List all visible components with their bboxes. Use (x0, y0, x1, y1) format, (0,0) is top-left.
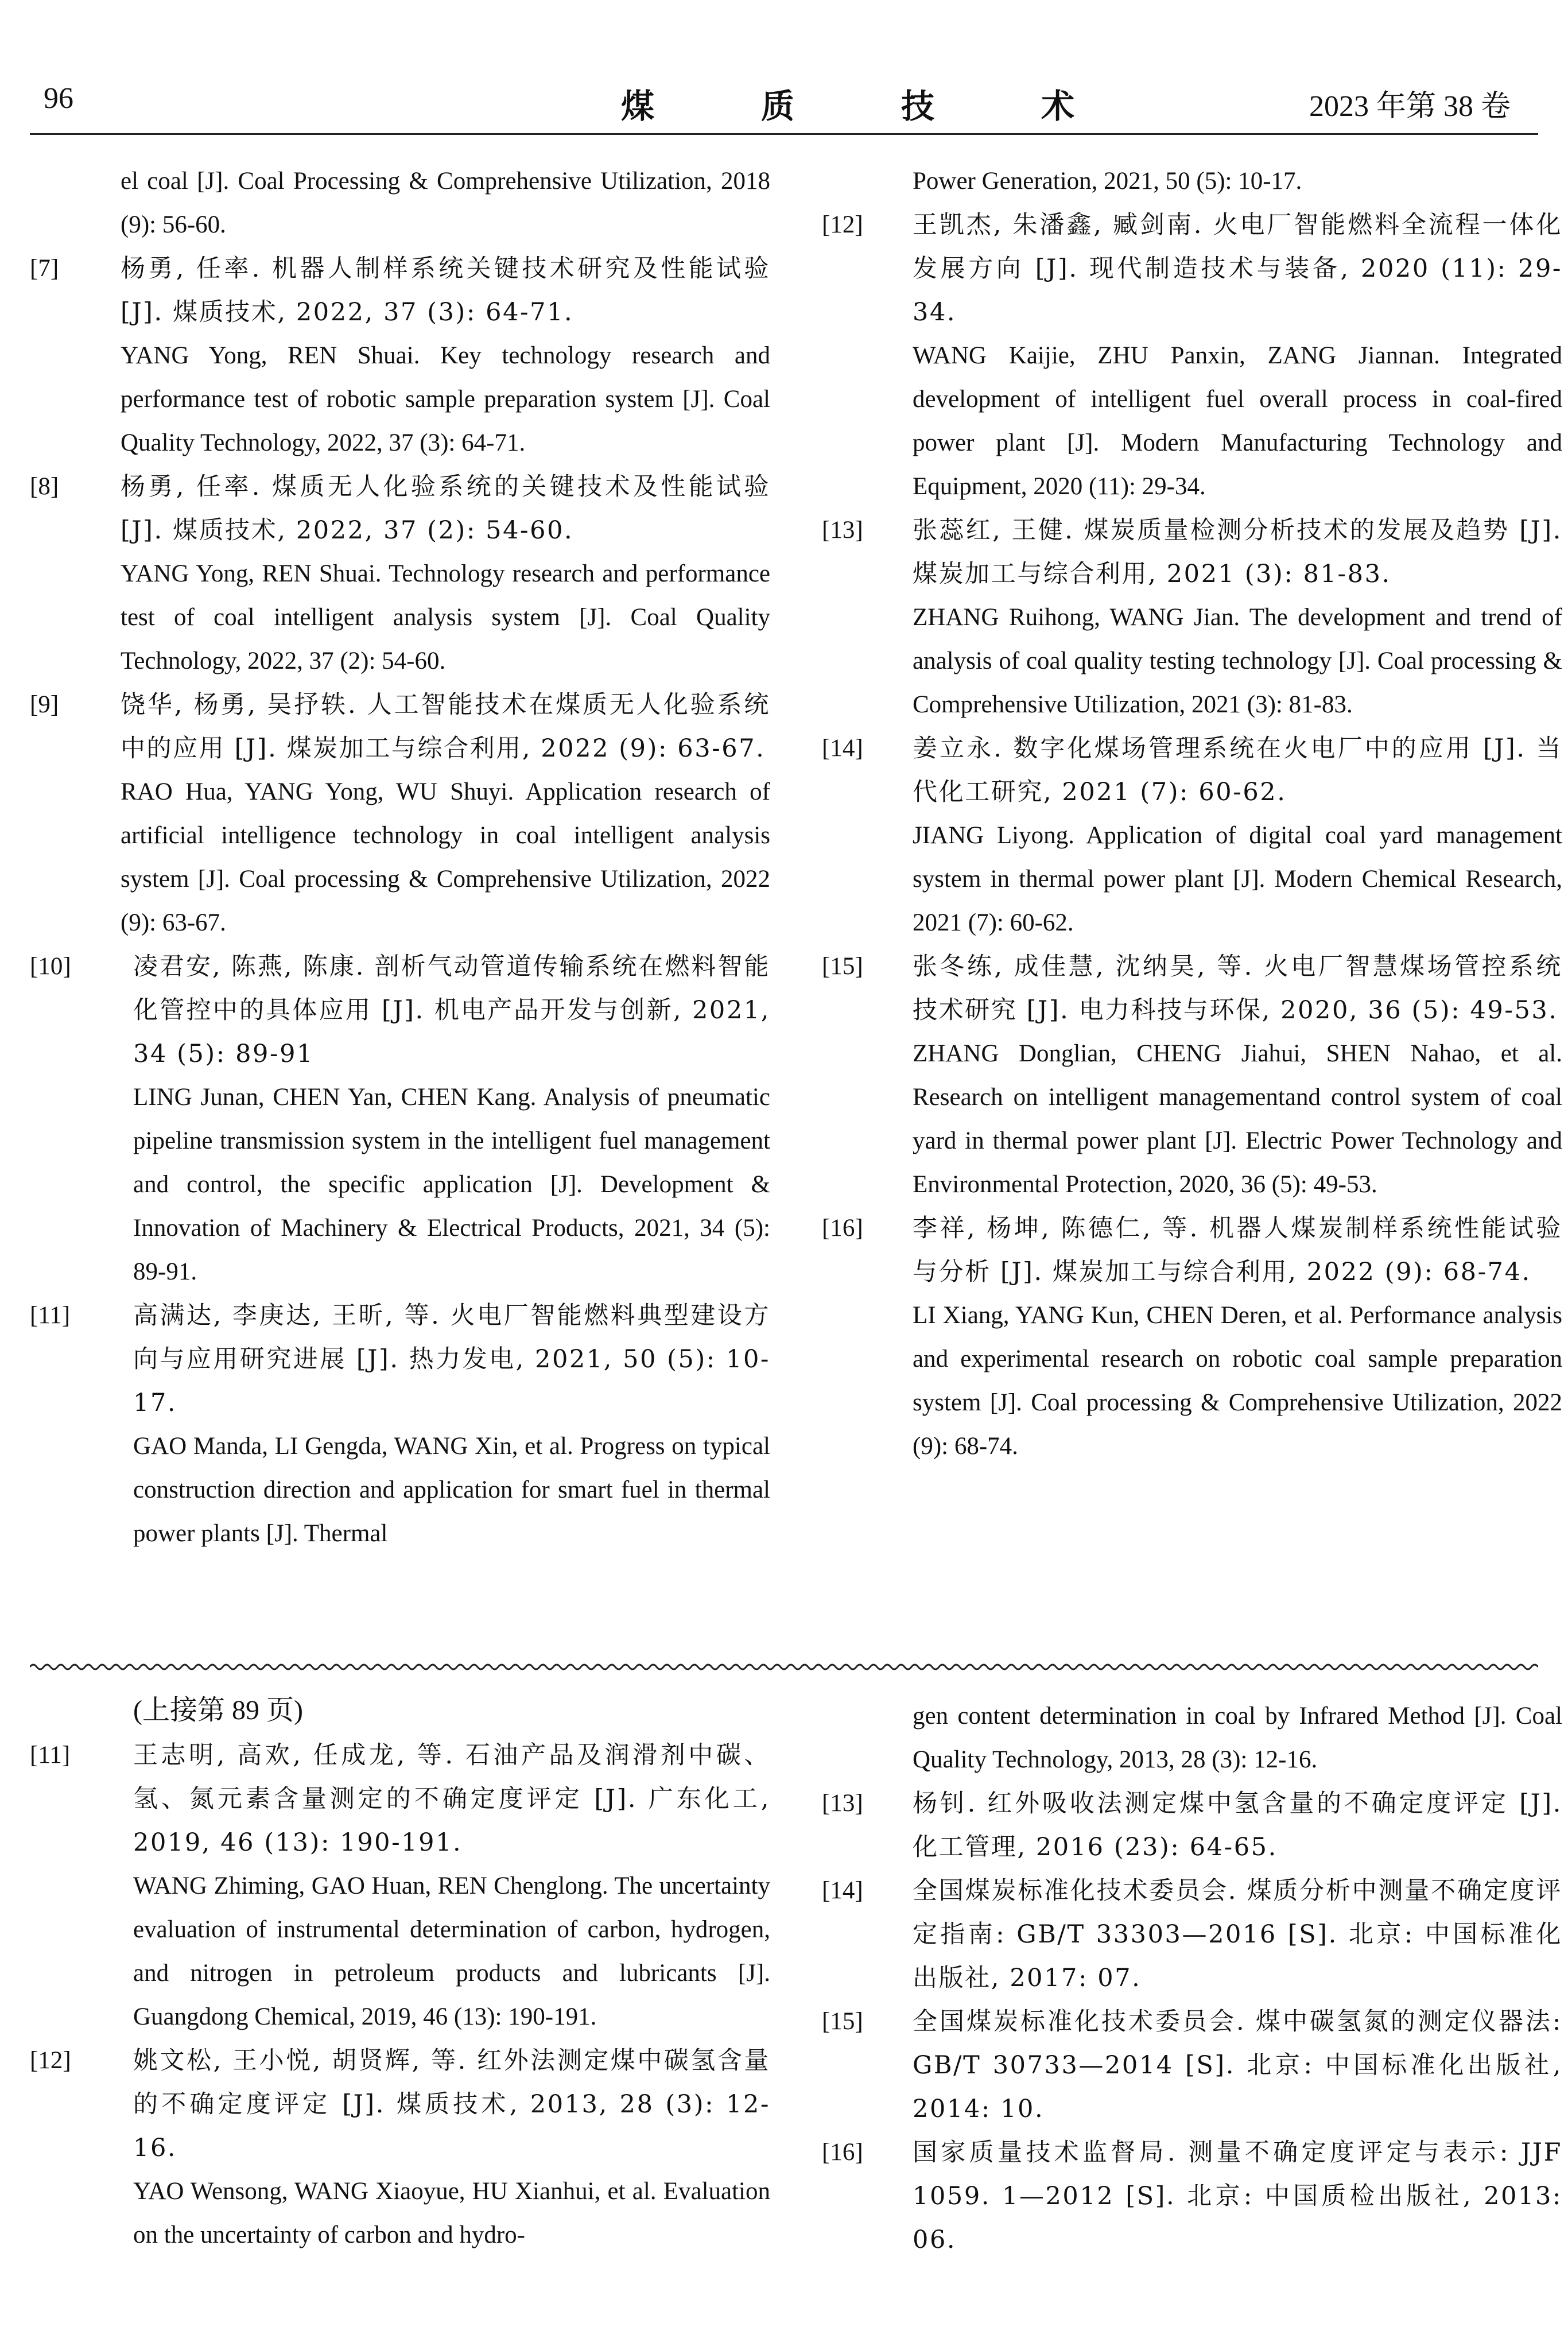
reference-zh: 凌君安, 陈燕, 陈康. 剖析气动管道传输系统在燃料智能化管控中的具体应用 [J]. 机电产品开发与创新, 2021, 34 (5): 89-91 (133, 952, 770, 1068)
reference-number: [12] (822, 211, 863, 238)
reference-item (822, 509, 1562, 727)
reference-number: [8] (30, 473, 59, 500)
reference-en: JIANG Liyong. Application of digital coal yard management system in thermal power plant [J]. Modern Chemical Research, 2021 (7): 60-62. (913, 822, 1562, 936)
journal-title (621, 79, 1075, 127)
reference-en: YANG Yong, REN Shuai. Technology research and performance test of coal intelligent analysis system [J]. Coal Quality Technology, 2022, 37 (2): 54-60. (121, 560, 770, 674)
reference-item (822, 1869, 1562, 2000)
header-rule (30, 133, 1538, 135)
continued-from-label: (上接第 89 页) (133, 1695, 303, 1725)
reference-number: [10] (30, 953, 71, 980)
journal-title-char: 技 (901, 87, 936, 126)
reference-number: [13] (822, 1790, 863, 1817)
reference-number: [11] (30, 1742, 71, 1769)
reference-zh: 张冬练, 成佳慧, 沈纳昊, 等. 火电厂智慧煤场管控系统技术研究 [J]. 电力科技与环保, 2020, 36 (5): 49-53. (913, 952, 1562, 1025)
reference-en: LING Junan, CHEN Yan, CHEN Kang. Analysis of pneumatic pipeline transmission system in the intelligent fuel management and control, the specific application [J]. Development & Innovation of Machinery & Electrical Products, 2021, 34 (5): 89-91. (133, 1084, 770, 1285)
reference-number: [16] (822, 1215, 863, 1242)
reference-en: RAO Hua, YANG Yong, WU Shuyi. Application research of artificial intelligence technology in coal intelligent analysis system [J]. Coal processing & Comprehensive Utilization, 2022 (9): 63-67. (121, 778, 770, 936)
reference-zh: 国家质量技术监督局. 测量不确定度评定与表示: JJF 1059. 1—2012 [S]. 北京: 中国质检出版社, 2013: 06. (913, 2138, 1562, 2254)
reference-item (822, 1782, 1562, 1869)
reference-zh: 姚文松, 王小悦, 胡贤辉, 等. 红外法测定煤中碳氢含量的不确定度评定 [J]. 煤质技术, 2013, 28 (3): 12-16. (133, 2046, 770, 2162)
reference-zh: 王凯杰, 朱潘鑫, 臧剑南. 火电厂智能燃料全流程一体化发展方向 [J]. 现代制造技术与装备, 2020 (11): 29-34. (913, 211, 1562, 327)
journal-title-char: 质 (761, 87, 795, 126)
reference-number: [16] (822, 2139, 863, 2166)
references-top-left (30, 160, 770, 1556)
reference-item (30, 247, 770, 465)
page-number: 96 (44, 82, 73, 115)
reference-en: YANG Yong, REN Shuai. Key technology research and performance test of robotic sample preparation system [J]. Coal Quality Technology, 2022, 37 (3): 64-71. (121, 342, 770, 456)
volume-label: 2023 年第 38 卷 (1309, 90, 1511, 123)
references-bottom-left (30, 1688, 770, 2257)
reference-item (822, 727, 1562, 945)
journal-title-char: 煤 (621, 87, 655, 126)
reference-number: [14] (822, 735, 863, 762)
reference-zh: 杨勇, 任率. 煤质无人化验系统的关键技术及性能试验 [J]. 煤质技术, 2022, 37 (2): 54-60. (121, 472, 770, 545)
reference-number: [12] (30, 2047, 71, 2074)
section-divider (30, 1661, 1538, 1673)
reference-zh: 杨钊. 红外吸收法测定煤中氢含量的不确定度评定 [J]. 化工管理, 2016 (23): 64-65. (913, 1789, 1562, 1862)
reference-item (30, 945, 770, 1294)
reference-item (30, 465, 770, 683)
reference-zh: 全国煤炭标准化技术委员会. 煤中碳氢氮的测定仪器法: GB/T 30733—2014 [S]. 北京: 中国标准化出版社, 2014: 10. (913, 2007, 1562, 2123)
reference-continuation: Power Generation, 2021, 50 (5): 10-17. (913, 168, 1302, 195)
running-header (30, 0, 1538, 133)
reference-zh: 张蕊红, 王健. 煤炭质量检测分析技术的发展及趋势 [J]. 煤炭加工与综合利用, 2021 (3): 81-83. (913, 516, 1562, 588)
reference-en: GAO Manda, LI Gengda, WANG Xin, et al. Progress on typical construction direction and application for smart fuel in thermal power plants [J]. Thermal (133, 1433, 770, 1547)
reference-zh: 姜立永. 数字化煤场管理系统在火电厂中的应用 [J]. 当代化工研究, 2021 (7): 60-62. (913, 734, 1562, 806)
reference-en: WANG Kaijie, ZHU Panxin, ZANG Jiannan. Integrated development of intelligent fuel overall process in coal-fired power plant [J]. Modern Manufacturing Technology and Equipment, 2020 (11): 29-34. (913, 342, 1562, 500)
reference-number: [13] (822, 517, 863, 544)
reference-number: [15] (822, 953, 863, 980)
reference-en: ZHANG Donglian, CHENG Jiahui, SHEN Nahao, et al. Research on intelligent managementand control system of coal yard in thermal power plant [J]. Electric Power Technology and Environmental Protection, 2020, 36 (5): 49-53. (913, 1040, 1562, 1198)
reference-item (822, 1207, 1562, 1468)
reference-number: [15] (822, 2008, 863, 2035)
reference-zh: 饶华, 杨勇, 吴抒轶. 人工智能技术在煤质无人化验系统中的应用 [J]. 煤炭加工与综合利用, 2022 (9): 63-67. (121, 691, 770, 763)
reference-zh: 李祥, 杨坤, 陈德仁, 等. 机器人煤炭制样系统性能试验与分析 [J]. 煤炭加工与综合利用, 2022 (9): 68-74. (913, 1214, 1562, 1286)
reference-number: [9] (30, 691, 59, 718)
references-top-right (822, 160, 1562, 1468)
reference-zh: 王志明, 高欢, 任成龙, 等. 石油产品及润滑剂中碳、氢、氮元素含量测定的不确定度评定 [J]. 广东化工, 2019, 46 (13): 190-191. (133, 1741, 770, 1857)
reference-en: YAO Wensong, WANG Xiaoyue, HU Xianhui, et al. Evaluation on the uncertainty of carbon and hydro- (133, 2178, 770, 2248)
reference-en: WANG Zhiming, GAO Huan, REN Chenglong. The uncertainty evaluation of instrumental determination of carbon, hydrogen, and nitrogen in petroleum products and lubricants [J]. Guangdong Chemical, 2019, 46 (13): 190-191. (133, 1872, 770, 2030)
reference-number: [7] (30, 255, 59, 282)
reference-zh: 杨勇, 任率. 机器人制样系统关键技术研究及性能试验 [J]. 煤质技术, 2022, 37 (3): 64-71. (121, 254, 770, 327)
reference-zh: 高满达, 李庚达, 王昕, 等. 火电厂智能燃料典型建设方向与应用研究进展 [J]. 热力发电, 2021, 50 (5): 10-17. (133, 1301, 770, 1417)
reference-item (822, 203, 1562, 509)
reference-number: [14] (822, 1877, 863, 1904)
references-bottom-right (822, 1694, 1562, 2262)
reference-zh: 全国煤炭标准化技术委员会. 煤质分析中测量不确定度评定指南: GB/T 33303—2016 [S]. 北京: 中国标准化出版社, 2017: 07. (913, 1876, 1562, 1992)
reference-item (822, 2131, 1562, 2262)
reference-item (30, 1734, 770, 2039)
reference-en: LI Xiang, YANG Kun, CHEN Deren, et al. Performance analysis and experimental research on robotic coal sample preparation system [J]. Coal processing & Comprehensive Utilization, 2022 (9): 68-74. (913, 1302, 1562, 1460)
reference-continuation: gen content determination in coal by Infrared Method [J]. Coal Quality Technology, 2013, 28 (3): 12-16. (913, 1703, 1562, 1773)
reference-item (30, 683, 770, 945)
reference-item (822, 945, 1562, 1207)
reference-continuation: el coal [J]. Coal Processing & Comprehensive Utilization, 2018 (9): 56-60. (121, 168, 770, 238)
reference-item (30, 1294, 770, 1556)
reference-item (30, 2039, 770, 2257)
reference-item (822, 2000, 1562, 2131)
reference-number: [11] (30, 1302, 71, 1329)
journal-title-char: 术 (1041, 87, 1076, 126)
reference-en: ZHANG Ruihong, WANG Jian. The development and trend of analysis of coal quality testing technology [J]. Coal processing & Comprehensive Utilization, 2021 (3): 81-83. (913, 604, 1562, 718)
